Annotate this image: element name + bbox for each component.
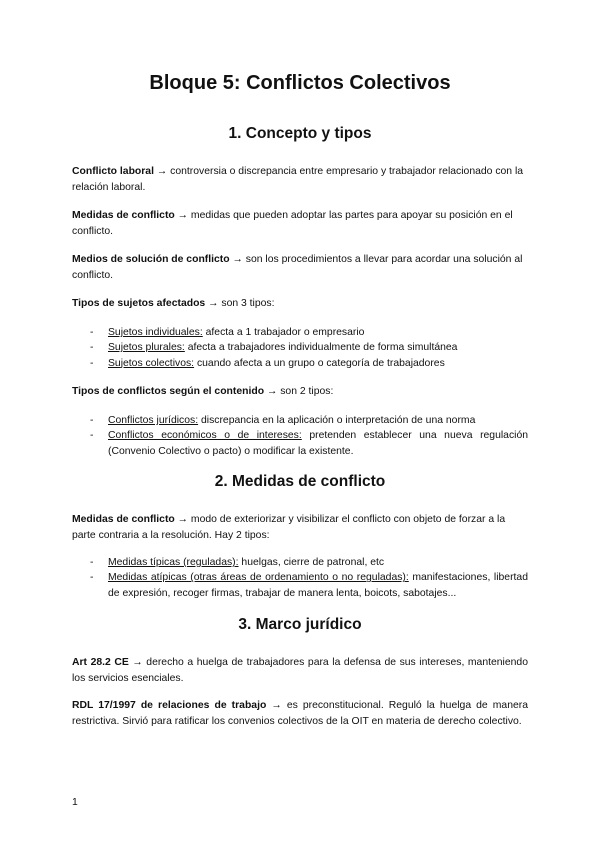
- item-label: Medidas típicas (reguladas):: [108, 557, 239, 568]
- list-item: [90, 555, 528, 570]
- definition: → modo de exteriorizar y visibilizar el conflicto con objeto de forzar a la parte contraria a la resolución. Hay 2 tipos:: [72, 514, 506, 541]
- item-label: Sujetos individuales:: [108, 327, 203, 338]
- term: Art 28.2 CE: [72, 657, 129, 668]
- item-text: pretenden establecer una nueva regulación (Convenio Colectivo o pacto) o modificar la existente.: [108, 430, 529, 457]
- definition: → controversia o discrepancia entre empresario y trabajador relacionado con la relación laboral.: [72, 166, 524, 193]
- paragraph-medidas-conflicto: [72, 208, 528, 239]
- term: Medios de solución de conflicto: [72, 254, 230, 265]
- paragraph-art-28: [72, 655, 528, 686]
- list-item: [90, 570, 528, 601]
- item-text: discrepancia en la aplicación o interpretación de una norma: [198, 415, 476, 426]
- term: Tipos de conflictos según el contenido: [72, 386, 265, 397]
- section-heading-medidas: 2. Medidas de conflicto: [214, 473, 386, 490]
- list-tipos-conflictos: [90, 413, 528, 459]
- paragraph-medios-solucion: [72, 252, 528, 283]
- document-title: Bloque 5: Conflictos Colectivos: [149, 72, 451, 94]
- definition: → derecho a huelga de trabajadores para la defensa de sus intereses, manteniendo los servicios esenciales.: [72, 657, 528, 684]
- item-text: huelgas, cierre de patronal, etc: [238, 557, 385, 568]
- term: Medidas de conflicto: [72, 514, 175, 525]
- item-text: manifestaciones, libertad de expresión, recoger firmas, trabajar de manera lenta, boicots, sabotajes...: [108, 572, 528, 599]
- paragraph-conflicto-laboral: [72, 164, 528, 195]
- section-heading-concepto: 1. Concepto y tipos: [228, 125, 372, 142]
- item-label: Conflictos económicos o de intereses:: [108, 430, 302, 442]
- term: Medidas de conflicto: [72, 210, 175, 221]
- term: RDL 17/1997 de relaciones de trabajo: [72, 700, 267, 711]
- section-heading-marco: 3. Marco jurídico: [238, 616, 362, 633]
- page-number: 1: [72, 797, 78, 808]
- definition: → medidas que pueden adoptar las partes para apoyar su posición en el conflicto.: [72, 210, 513, 237]
- list-tipos-sujetos: [90, 325, 528, 371]
- definition: → son 3 tipos:: [205, 298, 275, 309]
- paragraph-tipos-sujetos: [72, 296, 528, 312]
- definition: → son los procedimientos a llevar para acordar una solución al conflicto.: [72, 254, 523, 281]
- item-text: cuando afecta a un grupo o categoría de trabajadores: [194, 357, 445, 369]
- list-item: [90, 413, 528, 428]
- list-item: [90, 428, 528, 459]
- item-label: Sujetos plurales:: [108, 342, 185, 354]
- paragraph-medidas-definicion: [72, 512, 528, 543]
- paragraph-rdl-17-1997: [72, 698, 528, 729]
- item-text: afecta a 1 trabajador o empresario: [202, 327, 365, 338]
- item-label: Medidas atípicas (otras áreas de ordenamiento o no reguladas):: [108, 572, 409, 584]
- item-label: Sujetos colectivos:: [108, 357, 195, 369]
- list-item: [90, 325, 528, 340]
- list-item: [90, 340, 528, 355]
- term: Conflicto laboral: [72, 166, 154, 177]
- paragraph-tipos-conflictos: [72, 384, 528, 400]
- definition: → son 2 tipos:: [264, 386, 334, 397]
- definition: → es preconstitucional. Reguló la huelga de manera restrictiva. Sirvió para ratificar los convenios colectivos de la OIT en materia de derecho colectivo.: [72, 700, 528, 727]
- list-tipos-medidas: [90, 555, 528, 601]
- list-item: [90, 356, 528, 371]
- item-label: Conflictos jurídicos:: [108, 415, 199, 426]
- term: Tipos de sujetos afectados: [72, 298, 206, 309]
- item-text: afecta a trabajadores individualmente de forma simultánea: [184, 342, 458, 354]
